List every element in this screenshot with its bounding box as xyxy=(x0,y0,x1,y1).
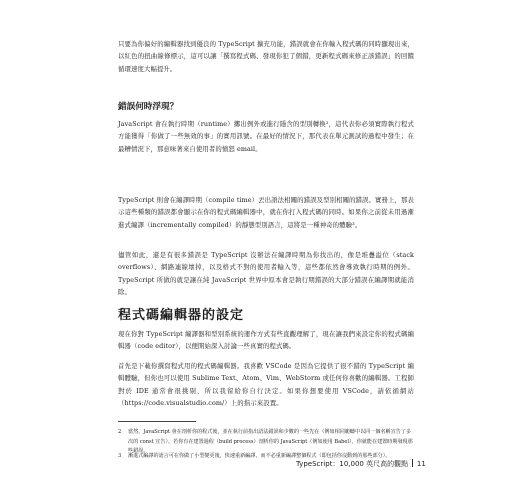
footnote-number: 3 xyxy=(118,453,122,459)
section-heading-editor-setup: 程式碼編輯器的設定 xyxy=(118,308,245,323)
paragraph: 首先是下載你撰寫程式用的程式碼編輯器。我喜歡 VSCode 是因為它提供了很不錯的 TypeScript 編輯體驗，但你也可以使用 Sublime Text、Atom、Vim、WebStorm 或任何你喜歡的編輯器。工程師對於 IDE 通常會很挑剔，所以我留給你自行決定。如果你想要使用 VSCode，請依循網站（https://code.visualstudio.com/）上的指示來設置。 xyxy=(118,362,414,408)
footer-divider xyxy=(412,459,413,467)
footnote-number: 2 xyxy=(118,429,122,435)
paragraph: JavaScript 會在執行時期（runtime）擲出例外或進行隱含的型別轉換²，這代表你必須實際執行程式方能獲得「你做了一些無效的事」的實用訊號。在最好的情況下，那代表在單元測試的過程中發生；在最糟情況下，那意味著來自使用者的憤怒 email。 xyxy=(118,120,414,153)
paragraph: TypeScript 則會在編譯時期（compile time）丟出語法相關的錯誤及型別相關的錯誤。實務上，那表示這些種類的錯誤都會顯示在你的程式碼編輯器中，就在你打入程式碼的同時。如果你之前從未用過漸進式編譯（incrementally compiled）的靜態型別語言，這將是一種神奇的體驗³。 xyxy=(118,196,414,229)
page-footer xyxy=(296,459,426,469)
section-heading-when-errors: 錯誤何時浮現？ xyxy=(118,102,179,112)
paragraph: 儘管如此，還是有很多錯誤是 TypeScript 沒辦法在編譯時期為你找出的，像是堆疊溢位（stack overflows）、網路連線壞掉，以及格式不對的使用者輸入等，這些都依然會導致執行時期的例外。TypeScript 所做的就是讓在純 JavaScript 世界中原本會是執行期錯誤的大部分錯誤在編譯期就能消除。 xyxy=(118,251,414,297)
footnote-text: 漸進式編譯的語言可在你做了小型變更後，快速重新編譯，而不必重新編譯整個程式（即包括你沒動到的那些部分）。 xyxy=(128,453,391,459)
footnote-rule xyxy=(118,421,196,422)
intro-paragraph: 只要為你偏好的編輯器找到優良的 TypeScript 擴充功能，錯誤就會在你輸入程式碼的同時顯現出來，以紅色的扭曲線條標示，這可以讓「撰寫程式碼、發現你犯了個錯，更新程式碼來修正該錯誤」的回饋循環速度大幅提升。 xyxy=(118,40,414,73)
running-title: TypeScript：10,000 英尺高的觀點 xyxy=(296,460,409,468)
paragraph: 現在你對 TypeScript 編譯器和型別系統的運作方式有些直觀理解了，現在讓我們來設定你的程式碼編輯器（code editor），以便開始深入討論一些真實的程式碼。 xyxy=(118,330,414,351)
footnote-text: 當然，JavaScript 會在剖析你的程式後，並在執行前指出語法錯誤和少數的一些先在（例如相同範疇中以同一個名稱宣告了多次的 const 宣告）。若你有在建置過程（build process）剖析你的 JavaScript（例如使用 Babel），你就能在建置時期發現那些錯誤。 xyxy=(128,429,413,455)
page-number: 11 xyxy=(416,460,426,468)
